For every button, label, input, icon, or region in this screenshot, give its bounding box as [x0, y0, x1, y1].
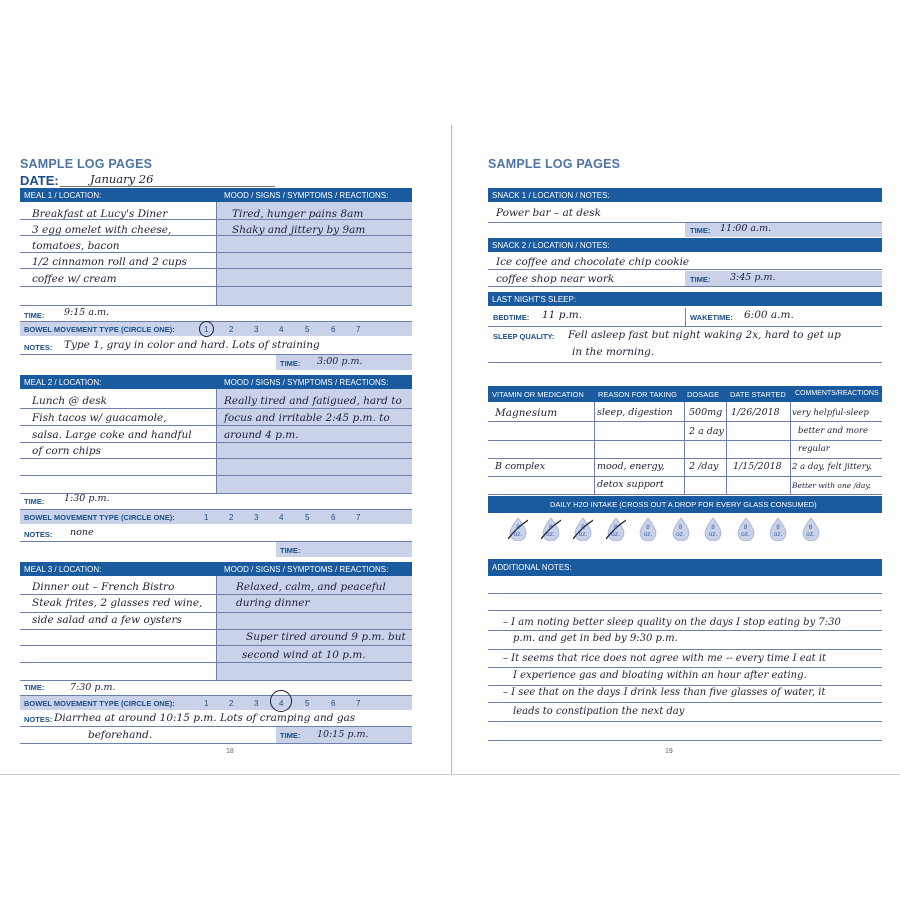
meal-2-notes: none [70, 527, 94, 538]
note-line: – I see that on the days I drink less than five glasses of water, it [503, 687, 826, 698]
bm-option-4[interactable]: 4 [279, 513, 284, 522]
meal-2-label: MEAL 2 / LOCATION: [24, 378, 102, 387]
med-dosage: 2 a day [689, 426, 724, 437]
ruled-line [488, 494, 882, 495]
meal-2-entry: salsa. Large coke and handful [32, 429, 192, 441]
meds-col-header: DOSAGE [687, 390, 720, 399]
bm-option-1[interactable]: 1 [204, 513, 209, 522]
ruled-line [20, 680, 412, 681]
right-page [465, 125, 893, 773]
med-dosage: 500mg [689, 407, 723, 418]
bm-option-6[interactable]: 6 [331, 325, 336, 334]
bm-option-1[interactable]: 1 [204, 699, 209, 708]
note-line: p.m. and get in bed by 9:30 p.m. [513, 633, 678, 644]
water-label: DAILY H2O INTAKE (CROSS OUT A DROP FOR EVERY GLASS CONSUMED) [550, 500, 817, 509]
meal-3-header-bar [20, 562, 412, 576]
ruled-line [20, 743, 412, 744]
ruled-line [488, 667, 882, 668]
meal-3-mood-entry: Super tired around 9 p.m. but [246, 631, 406, 643]
meal-1-entry: 3 egg omelet with cheese, [32, 224, 172, 236]
meds-col-header: REASON FOR TAKING [598, 390, 677, 399]
meal-3-bm-label: BOWEL MOVEMENT TYPE (CIRCLE ONE): [24, 699, 175, 708]
meal-3-bm-row [20, 696, 412, 710]
ruled-line [488, 685, 882, 686]
meal-2-entry: of corn chips [32, 445, 101, 457]
ruled-line [488, 421, 882, 422]
meal-2-entry: Lunch @ desk [32, 395, 108, 407]
ruled-line [488, 630, 882, 631]
note-line: – It seems that rice does not agree with me -- every time I eat it [503, 653, 827, 664]
bm-selected-circle [270, 690, 292, 712]
meal-1-mood-label: MOOD / SIGNS / SYMPTOMS / REACTIONS: [224, 191, 389, 200]
med-date: 1/15/2018 [733, 461, 782, 472]
meds-col-header: VITAMIN OR MEDICATION [492, 390, 584, 399]
meal-1-entry: Breakfast at Lucy's Diner [32, 208, 168, 220]
meal-2-mood-entry: Really tired and fatigued, hard to [224, 395, 402, 407]
bm-option-1[interactable]: 1 [204, 325, 209, 334]
med-comment: very helpful-sleep [792, 408, 869, 418]
meal-3-entry: Dinner out – French Bistro [32, 581, 175, 593]
meal-3-entry: Steak frites, 2 glasses red wine, [32, 597, 203, 609]
divider [684, 402, 685, 495]
med-reason: sleep, digestion [597, 407, 673, 418]
meal-1-notes-time: 3:00 p.m. [317, 356, 363, 367]
ruled-line [20, 645, 412, 646]
snack-2-label: SNACK 2 / LOCATION / NOTES: [492, 241, 610, 250]
water-drop-label: 8 oz. [773, 524, 783, 538]
note-line: – I am noting better sleep quality on the days I stop eating by 7:30 [503, 617, 841, 628]
bm-option-2[interactable]: 2 [229, 699, 234, 708]
sleep-label: LAST NIGHT'S SLEEP: [492, 295, 577, 304]
snack-1-time-shade [685, 223, 882, 237]
sleep-quality-label: SLEEP QUALITY: [493, 332, 555, 341]
meal-1-mood-entry: Shaky and jittery by 9am [232, 224, 366, 236]
meal-3-entry: side salad and a few oysters [32, 614, 182, 626]
meal-2-bm-row [20, 510, 412, 524]
ruled-line [20, 252, 412, 253]
bm-option-5[interactable]: 5 [305, 513, 310, 522]
bm-option-3[interactable]: 3 [254, 699, 259, 708]
ruled-line [20, 305, 412, 306]
water-drop-icon[interactable] [768, 517, 788, 541]
med-name: Magnesium [495, 407, 558, 419]
bm-option-5[interactable]: 5 [305, 325, 310, 334]
ruled-line [20, 662, 412, 663]
meal-1-time: 9:15 a.m. [64, 307, 110, 318]
bm-option-5[interactable]: 5 [305, 699, 310, 708]
meal-1-notes-label: NOTES: [24, 343, 53, 352]
ruled-line [20, 612, 412, 613]
med-comment: regular [798, 444, 830, 454]
water-drop-icon[interactable] [671, 517, 691, 541]
divider [790, 402, 791, 495]
waketime-value: 6:00 a.m. [744, 309, 794, 321]
left-page [12, 125, 440, 773]
meal-3-time: 7:30 p.m. [70, 682, 116, 693]
page-header: SAMPLE LOG PAGES [488, 157, 621, 171]
med-reason: mood, energy, [597, 461, 665, 472]
med-dosage: 2 /day [689, 461, 719, 472]
water-drop-label: 8 oz. [611, 524, 620, 538]
med-date: 1/26/2018 [731, 407, 780, 418]
ruled-line [488, 740, 882, 741]
page-edge-right [452, 774, 900, 775]
bedtime-value: 11 p.m. [542, 309, 583, 321]
meal-3-notes: Diarrhea at around 10:15 p.m. Lots of cramping and gas [54, 712, 356, 724]
meal-3-mood-entry: during dinner [236, 597, 310, 609]
meal-2-notes-label: NOTES: [24, 530, 53, 539]
ruled-line [488, 476, 882, 477]
note-line: I experience gas and bloating within an hour after eating. [513, 670, 807, 681]
meal-2-bm-label: BOWEL MOVEMENT TYPE (CIRCLE ONE): [24, 513, 175, 522]
water-drop-label: 8 oz. [708, 524, 718, 538]
sleep-header-bar [488, 292, 882, 306]
ruled-line [20, 425, 412, 426]
water-drop-icon[interactable] [508, 517, 528, 541]
water-drop-label: 8 oz. [546, 524, 555, 538]
ruled-line [20, 475, 412, 476]
water-drop-icon[interactable] [573, 517, 593, 541]
ruled-line [20, 442, 412, 443]
snack-2-header-bar [488, 238, 882, 252]
ruled-line [20, 458, 412, 459]
bm-option-6[interactable]: 6 [331, 513, 336, 522]
meal-1-time-label: TIME: [24, 311, 45, 320]
ruled-line [488, 721, 882, 722]
meal-3-mood-label: MOOD / SIGNS / SYMPTOMS / REACTIONS: [224, 565, 389, 574]
divider [216, 202, 217, 306]
snack-2-time-label: TIME: [690, 275, 711, 284]
meal-1-notes: Type 1, gray in color and hard. Lots of straining [64, 339, 320, 351]
meal-3-label: MEAL 3 / LOCATION: [24, 565, 102, 574]
bm-option-2[interactable]: 2 [229, 325, 234, 334]
page-number: 18 [226, 748, 234, 755]
ruled-line [20, 408, 412, 409]
bm-option-7[interactable]: 7 [356, 699, 361, 708]
med-comment: 2 a day, felt jittery. [792, 462, 873, 472]
snack-1-time-label: TIME: [690, 226, 711, 235]
ruled-line [20, 594, 412, 595]
snack-2-time: 3:45 p.m. [730, 272, 776, 283]
ruled-line [488, 610, 882, 611]
snack-1-entry: Power bar – at desk [496, 207, 601, 219]
meal-1-notes-time-label: TIME: [280, 359, 301, 368]
meal-3-notes-time: 10:15 p.m. [317, 729, 369, 740]
date-value: January 26 [90, 172, 154, 186]
divider [726, 402, 727, 495]
water-drop-icon[interactable] [606, 517, 626, 541]
bedtime-label: BEDTIME: [493, 313, 530, 322]
bm-option-2[interactable]: 2 [229, 513, 234, 522]
meal-1-header-bar [20, 188, 412, 202]
med-comment: better and more [798, 426, 869, 436]
med-name: B complex [495, 461, 546, 472]
meal-1-bm-label: BOWEL MOVEMENT TYPE (CIRCLE ONE): [24, 325, 175, 334]
snack-2-entry: coffee shop near work [496, 273, 615, 285]
ruled-line [488, 362, 882, 363]
sleep-quality-value: Fell asleep fast but night waking 2x, hard to get up [568, 329, 841, 341]
meal-2-header-bar [20, 375, 412, 389]
bm-option-4[interactable]: 4 [279, 699, 284, 708]
med-comment: Better with one /day. [792, 481, 872, 490]
sleep-quality-value-cont: in the morning. [572, 346, 655, 358]
meal-1-label: MEAL 1 / LOCATION: [24, 191, 102, 200]
meal-2-time-label: TIME: [24, 497, 45, 506]
meal-3-mood-entry: Relaxed, calm, and peaceful [236, 581, 386, 593]
water-header-bar [488, 496, 882, 513]
meds-col-header: COMMENTS/REACTIONS [795, 390, 879, 397]
bm-option-7[interactable]: 7 [356, 325, 361, 334]
page-edge-left [0, 774, 450, 775]
water-drop-icon[interactable] [703, 517, 723, 541]
snack-2-entry: Ice coffee and chocolate chip cookie [496, 256, 690, 268]
med-reason: detox support [597, 479, 664, 490]
waketime-label: WAKETIME: [690, 313, 733, 322]
water-drop-label: 8 oz. [676, 524, 685, 538]
ruled-line [488, 269, 882, 270]
ruled-line [488, 440, 882, 441]
ruled-line [488, 649, 882, 650]
ruled-line [488, 326, 882, 327]
ruled-line [20, 268, 412, 269]
water-drop-icon[interactable] [541, 517, 561, 541]
meal-2-entry: Fish tacos w/ guacamole, [32, 412, 167, 424]
note-line: leads to constipation the next day [513, 706, 685, 717]
bm-option-3[interactable]: 3 [254, 325, 259, 334]
water-drop-icon[interactable] [736, 517, 756, 541]
ruled-line [20, 286, 412, 287]
snack-1-time: 11:00 a.m. [720, 223, 772, 234]
bm-option-3[interactable]: 3 [254, 513, 259, 522]
bm-option-4[interactable]: 4 [279, 325, 284, 334]
meal-1-bm-row [20, 322, 412, 336]
meal-1-mood-entry: Tired, hunger pains 8am [232, 208, 364, 220]
ruled-line [488, 458, 882, 459]
bm-option-7[interactable]: 7 [356, 513, 361, 522]
notes-header-bar [488, 559, 882, 576]
snack-2-time-shade [685, 271, 882, 286]
meal-3-mood-entry: second wind at 10 p.m. [242, 649, 366, 661]
water-drop-icon[interactable] [801, 517, 821, 541]
meal-3-notes-time-label: TIME: [280, 731, 301, 740]
water-drop-label: 8 oz. [741, 524, 750, 538]
meal-3-notes-label: NOTES: [24, 715, 53, 724]
ruled-line [20, 629, 412, 630]
water-drop-label: 8 oz. [513, 524, 523, 538]
bm-option-6[interactable]: 6 [331, 699, 336, 708]
divider [685, 308, 686, 326]
meal-2-notes-time-label: TIME: [280, 546, 301, 555]
book-spine [451, 125, 452, 775]
bm-selected-circle [199, 321, 214, 337]
meal-3-time-label: TIME: [24, 683, 45, 692]
water-drop-icon[interactable] [638, 517, 658, 541]
meal-3-notes-cont: beforehand. [88, 729, 153, 741]
ruled-line [488, 286, 882, 287]
page-number: 19 [665, 748, 673, 755]
water-drop-label: 8 oz. [578, 524, 588, 538]
ruled-line [488, 702, 882, 703]
water-drop-label: 8 oz. [806, 524, 815, 538]
notes-label: ADDITIONAL NOTES: [492, 563, 572, 572]
meal-2-mood-entry: focus and irritable 2:45 p.m. to [224, 412, 390, 424]
date-underline [60, 186, 275, 187]
ruled-line [488, 593, 882, 594]
snack-1-label: SNACK 1 / LOCATION / NOTES: [492, 191, 610, 200]
snack-1-header-bar [488, 188, 882, 202]
meal-2-mood-label: MOOD / SIGNS / SYMPTOMS / REACTIONS: [224, 378, 389, 387]
meds-header-bar [488, 386, 882, 402]
water-drop-label: 8 oz. [643, 524, 653, 538]
meal-1-entry: coffee w/ cream [32, 273, 117, 285]
meds-col-header: DATE STARTED [730, 390, 786, 399]
date-label: DATE: [20, 173, 59, 188]
meal-2-time: 1:30 p.m. [64, 493, 110, 504]
meal-1-entry: 1/2 cinnamon roll and 2 cups [32, 256, 187, 268]
divider [594, 402, 595, 495]
meal-1-entry: tomatoes, bacon [32, 240, 120, 252]
meal-2-mood-entry: around 4 p.m. [224, 429, 299, 441]
page-header: SAMPLE LOG PAGES [20, 157, 153, 171]
